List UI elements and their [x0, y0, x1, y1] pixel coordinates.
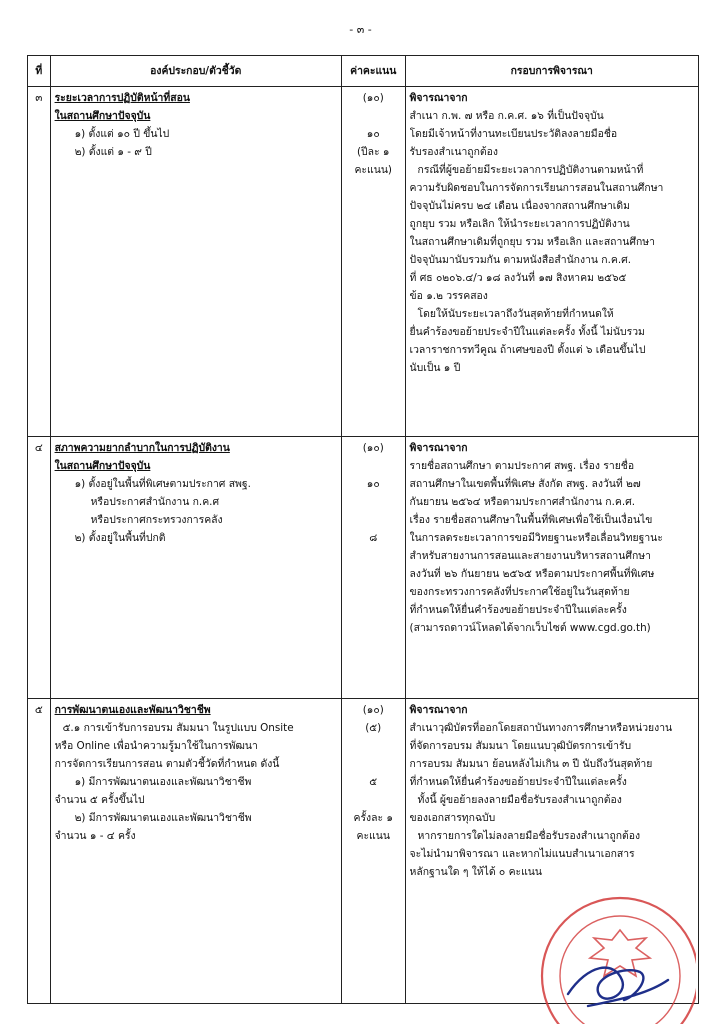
- component-cell: [50, 437, 341, 699]
- indicator-item: ๒) ตั้งอยู่ในพื้นที่ปกติ: [74, 532, 166, 544]
- criteria-line: ที่กำหนดให้ยื่นคำร้องขอย้ายประจำปีในแต่ละครั้ง: [409, 776, 627, 788]
- criteria-line: ของกระทรวงการคลังที่ประกาศใช้อยู่ในวันสุดท้าย: [409, 586, 630, 598]
- page-number: - ๓ -: [349, 23, 372, 36]
- sub-indicator-line: ๕.๑ การเข้ารับการอบรม สัมมนา ในรูปแบบ Onsite: [62, 722, 294, 734]
- criteria-line: ยื่นคำร้องขอย้ายประจำปีในแต่ละครั้ง ทั้งนี้ ไม่นับรวม: [409, 326, 645, 338]
- criteria-line: จะไม่นำมาพิจารณา และหากไม่แนบสำเนาเอกสาร: [409, 848, 635, 860]
- score-note: คะแนน: [356, 830, 390, 842]
- score-value: ๑๐: [366, 478, 380, 490]
- official-seal: [528, 868, 696, 1024]
- score-cell: [341, 87, 405, 437]
- seal-stamp: [542, 898, 696, 1024]
- criteria-heading: พิจารณาจาก: [409, 442, 468, 454]
- criteria-line: ลงวันที่ ๒๖ กันยายน ๒๕๖๕ หรือตามประกาศพื้นที่พิเศษ: [409, 568, 655, 580]
- criteria-line: สำเนาวุฒิบัตรที่ออกโดยสถาบันทางการศึกษาหรือหน่วยงาน: [409, 722, 673, 734]
- table-row: [28, 437, 699, 699]
- criteria-cell: [405, 87, 698, 437]
- row-number: ๕: [28, 699, 51, 1004]
- criteria-line: ปัจจุบันไม่ครบ ๒๔ เดือน เนื่องจากสถานศึกษาเดิม: [409, 200, 630, 212]
- criteria-line: กันยายน ๒๕๖๔ หรือตามประกาศสำนักงาน ก.ค.ศ.: [409, 496, 636, 508]
- criteria-line: ทั้งนี้ ผู้ขอย้ายลงลายมือชื่อรับรองสำเนาถูกต้อง: [417, 794, 622, 806]
- criteria-line: เรื่อง รายชื่อสถานศึกษาในพื้นที่พิเศษเพื่อใช้เป็นเงื่อนไข: [409, 514, 653, 526]
- score-subtotal: (๕): [365, 722, 382, 734]
- component-cell: [50, 699, 341, 1004]
- criteria-line: ที่จัดการอบรม สัมมนา โดยแนบวุฒิบัตรการเข้ารับ: [409, 740, 632, 752]
- criteria-line: สถานศึกษาในเขตพื้นที่พิเศษ สังกัด สพฐ. ลงวันที่ ๒๗: [409, 478, 641, 490]
- component-title: สภาพความยากลำบากในการปฏิบัติงาน: [54, 442, 230, 454]
- criteria-cell: [405, 437, 698, 699]
- score-note: ครั้งละ ๑: [353, 812, 393, 824]
- row-number: ๓: [28, 87, 51, 437]
- header-score: ค่าคะแนน: [341, 56, 405, 87]
- sub-indicator-line: การจัดการเรียนการสอน ตามตัวชี้วัดที่กำหนด ดังนี้: [54, 758, 280, 770]
- signature: [568, 968, 668, 1006]
- criteria-table: [27, 55, 699, 1004]
- score-total: (๑๐): [362, 704, 384, 716]
- header-criteria: กรอบการพิจารณา: [405, 56, 698, 87]
- indicator-item: ๑) ตั้งแต่ ๑๐ ปี ขึ้นไป: [74, 128, 170, 140]
- score-value: ๑๐: [366, 128, 380, 140]
- criteria-line: ถูกยุบ รวม หรือเลิก ให้นำระยะเวลาการปฏิบัติงาน: [409, 218, 630, 230]
- criteria-line: กรณีที่ผู้ขอย้ายมีระยะเวลาการปฏิบัติงานตามหน้าที่: [417, 164, 644, 176]
- criteria-line: (สามารถดาวน์โหลดได้จากเว็บไซต์ www.cgd.go.th): [409, 622, 651, 634]
- score-note: คะแนน): [354, 164, 392, 176]
- criteria-heading: พิจารณาจาก: [409, 704, 468, 716]
- criteria-line: ปัจจุบันมานับรวมกัน ตามหนังสือสำนักงาน ก.ค.ศ.: [409, 254, 632, 266]
- header-no: ที่: [28, 56, 51, 87]
- component-title-cont: ในสถานศึกษาปัจจุบัน: [54, 110, 151, 122]
- indicator-item-cont: จำนวน ๕ ครั้งขึ้นไป: [54, 794, 145, 806]
- score-value: ๘: [369, 532, 378, 544]
- criteria-line: ความรับผิดชอบในการจัดการเรียนการสอนในสถานศึกษา: [409, 182, 664, 194]
- criteria-line: ที่ ศธ ๐๒๐๖.๔/ว ๑๘ ลงวันที่ ๑๗ สิงหาคม ๒๕๖๕: [409, 272, 627, 284]
- sub-indicator-line: หรือ Online เพื่อนำความรู้มาใช้ในการพัฒนา: [54, 740, 258, 752]
- indicator-item-cont: หรือประกาศกระทรวงการคลัง: [90, 514, 223, 526]
- component-title: การพัฒนาตนเองและพัฒนาวิชาชีพ: [54, 704, 211, 716]
- indicator-item: ๒) ตั้งแต่ ๑ - ๙ ปี: [74, 146, 152, 158]
- header-component: องค์ประกอบ/ตัวชี้วัด: [50, 56, 341, 87]
- criteria-line: สำเนา ก.พ. ๗ หรือ ก.ค.ศ. ๑๖ ที่เป็นปัจจุบัน: [409, 110, 604, 122]
- criteria-line: ข้อ ๑.๒ วรรคสอง: [409, 290, 488, 302]
- criteria-line: ในการลดระยะเวลาการขอมีวิทยฐานะหรือเลื่อนวิทยฐานะ: [409, 532, 663, 544]
- score-total: (๑๐): [362, 92, 384, 104]
- indicator-item-cont: จำนวน ๑ - ๔ ครั้ง: [54, 830, 136, 842]
- score-total: (๑๐): [362, 442, 384, 454]
- score-cell: [341, 699, 405, 1004]
- indicator-item: ๑) ตั้งอยู่ในพื้นที่พิเศษตามประกาศ สพฐ.: [74, 478, 251, 490]
- component-title-cont: ในสถานศึกษาปัจจุบัน: [54, 460, 151, 472]
- table-row: [28, 87, 699, 437]
- criteria-line: นับเป็น ๑ ปี: [409, 362, 461, 374]
- criteria-line: สำหรับสายงานการสอนและสายงานบริหารสถานศึกษา: [409, 550, 651, 562]
- criteria-line: เวลาราชการทวีคูณ ถ้าเศษของปี ตั้งแต่ ๖ เดือนขึ้นไป: [409, 344, 646, 356]
- criteria-line: ในสถานศึกษาเดิมที่ถูกยุบ รวม หรือเลิก และสถานศึกษา: [409, 236, 655, 248]
- criteria-line: รายชื่อสถานศึกษา ตามประกาศ สพฐ. เรื่อง รายชื่อ: [409, 460, 635, 472]
- table-header-row: [28, 56, 699, 87]
- criteria-heading: พิจารณาจาก: [409, 92, 468, 104]
- component-cell: [50, 87, 341, 437]
- criteria-line: หากรายการใดไม่ลงลายมือชื่อรับรองสำเนาถูกต้อง: [417, 830, 641, 842]
- row-number: ๔: [28, 437, 51, 699]
- criteria-line: หลักฐานใด ๆ ให้ได้ ๐ คะแนน: [409, 866, 543, 878]
- criteria-line: ของเอกสารทุกฉบับ: [409, 812, 496, 824]
- score-cell: [341, 437, 405, 699]
- criteria-line: การอบรม สัมมนา ย้อนหลังไม่เกิน ๓ ปี นับถึงวันสุดท้าย: [409, 758, 653, 770]
- criteria-line: โดยให้นับระยะเวลาถึงวันสุดท้ายที่กำหนดให้: [417, 308, 614, 320]
- criteria-line: โดยมีเจ้าหน้าที่งานทะเบียนประวัติลงลายมือชื่อ: [409, 128, 618, 140]
- criteria-line: รับรองสำเนาถูกต้อง: [409, 146, 498, 158]
- criteria-line: ที่กำหนดให้ยื่นคำร้องขอย้ายประจำปีในแต่ละครั้ง: [409, 604, 627, 616]
- indicator-item: ๒) มีการพัฒนาตนเองและพัฒนาวิชาชีพ: [74, 812, 252, 824]
- score-note: (ปีละ ๑: [356, 146, 390, 158]
- indicator-item-cont: หรือประกาศสำนักงาน ก.ค.ศ: [90, 496, 220, 508]
- score-value: ๕: [369, 776, 378, 788]
- component-title: ระยะเวลาการปฏิบัติหน้าที่สอน: [54, 92, 190, 104]
- indicator-item: ๑) มีการพัฒนาตนเองและพัฒนาวิชาชีพ: [74, 776, 252, 788]
